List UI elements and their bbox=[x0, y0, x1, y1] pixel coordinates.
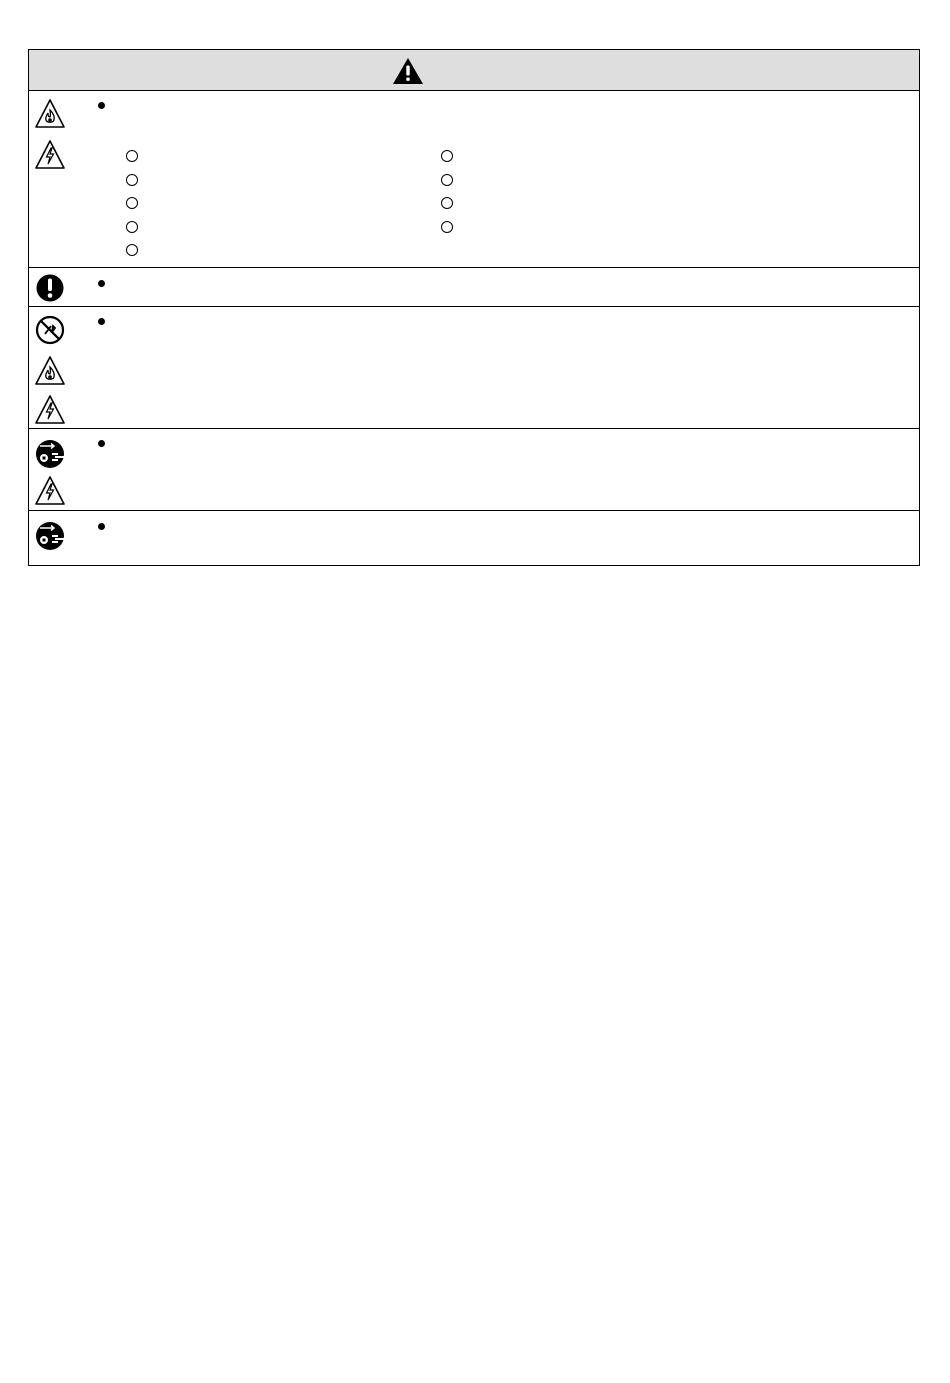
option-circle bbox=[441, 174, 453, 186]
fire-warning-icon bbox=[34, 355, 66, 387]
warning-section-unplug-shock bbox=[29, 429, 919, 511]
option-circle bbox=[441, 150, 453, 162]
bullet-point bbox=[98, 318, 105, 325]
option-circle bbox=[441, 197, 453, 209]
bullet-point bbox=[98, 523, 105, 530]
electric-shock-warning-icon bbox=[34, 475, 66, 507]
warning-section-unplug bbox=[29, 511, 919, 565]
bullet-point bbox=[98, 280, 105, 287]
option-circle bbox=[126, 244, 138, 256]
option-circle bbox=[126, 221, 138, 233]
no-disassembly-icon bbox=[34, 314, 66, 346]
bullet-point bbox=[98, 440, 105, 447]
bullet-point bbox=[98, 102, 105, 109]
option-circle bbox=[441, 221, 453, 233]
option-circle bbox=[126, 150, 138, 162]
warning-header bbox=[29, 50, 919, 91]
warning-section-fire-shock bbox=[29, 91, 919, 268]
fire-warning-icon bbox=[34, 98, 66, 130]
warning-section-no-disassembly bbox=[29, 307, 919, 429]
electric-shock-warning-icon bbox=[34, 394, 66, 426]
warning-exclamation-icon bbox=[392, 57, 424, 85]
warning-panel bbox=[28, 49, 920, 566]
warning-section-mandatory bbox=[29, 268, 919, 307]
unplug-icon bbox=[34, 520, 66, 552]
option-circle bbox=[126, 197, 138, 209]
mandatory-action-icon bbox=[34, 272, 66, 304]
option-circle bbox=[126, 174, 138, 186]
unplug-icon bbox=[34, 438, 66, 470]
electric-shock-warning-icon bbox=[34, 139, 66, 171]
